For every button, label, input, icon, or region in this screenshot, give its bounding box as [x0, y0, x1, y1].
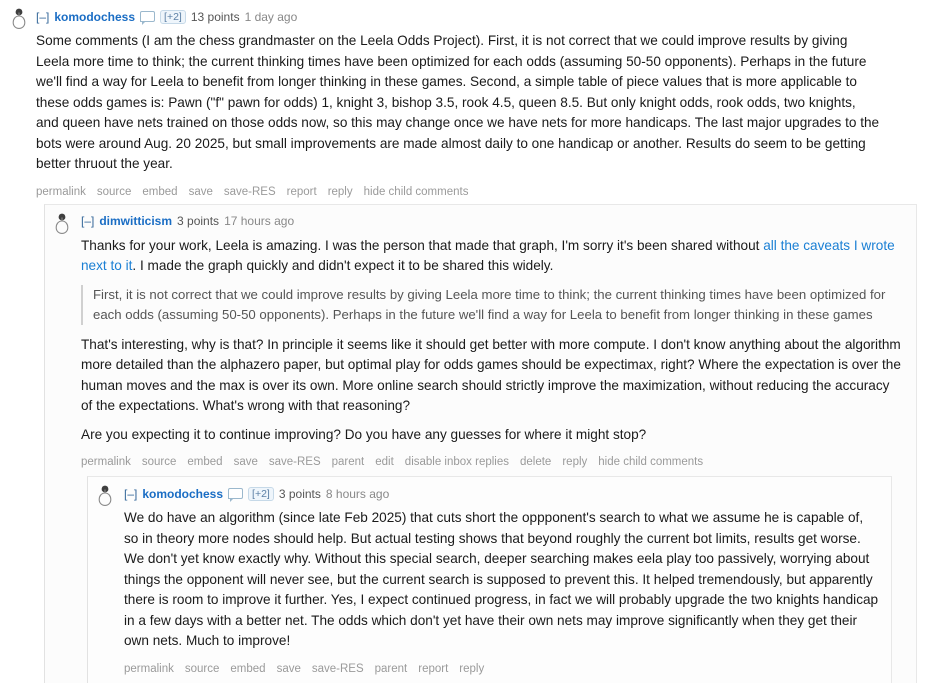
- action-save-res[interactable]: save-RES: [311, 662, 364, 675]
- caveats-link[interactable]: all the caveats I wrote next to it: [81, 237, 895, 273]
- text-before-link: Thanks for your work, Leela is amazing. I was the person that made that graph, I'm sorry it's been shared without: [81, 237, 764, 253]
- action-embed[interactable]: embed: [187, 456, 223, 468]
- action-disable-inbox-replies[interactable]: disable inbox replies: [404, 456, 509, 468]
- action-report[interactable]: report: [286, 185, 317, 198]
- comment-author-link[interactable]: komodochess: [54, 9, 136, 24]
- comment-score: 3 points: [278, 486, 321, 501]
- comment-text: Some comments (I am the chess grandmaster on the Leela Odds Project). First, it is not correct that we could improve results by giving Leela more time to think; the current thinking times have been optimized for each odds (assuming 50-50 opponents). Perhaps in the future we'll find a way for Leela to benefit from longer thinking in these games. Second, a simple table of piece values that is more applicable to these odds games is: Pawn ("f" pawn for odds) 1, knight 3, bishop 3.5, rook 4.5, queen 8.5. But only knight odds, rook odds, two knights, and queen have nets trained on those odds now, so this may change once we have nets for more handicaps. The last major upgrades to the bots were around Aug. 20 2025, but small improvements are made almost daily to one handicap or another. Results do seem to be getting better thruout the year.: [36, 33, 880, 171]
- comment-actions: [36, 183, 927, 200]
- avatar: [10, 8, 28, 30]
- collapse-toggle[interactable]: [–]: [81, 214, 95, 228]
- action-source[interactable]: source: [96, 185, 132, 198]
- action-save-res[interactable]: save-RES: [223, 185, 276, 198]
- action-edit[interactable]: edit: [375, 456, 394, 468]
- action-reply[interactable]: reply: [327, 185, 353, 198]
- action-embed[interactable]: embed: [142, 185, 178, 198]
- action-delete[interactable]: delete: [520, 456, 552, 468]
- comment-tagline: [55, 213, 904, 230]
- award-icon: [140, 11, 155, 22]
- comment-timestamp: 8 hours ago: [325, 486, 390, 501]
- comment-timestamp: 1 day ago: [244, 9, 298, 24]
- text-after-link: . I made the graph quickly and didn't expect it to be shared this widely.: [132, 258, 554, 273]
- comment-reply-level-2: [87, 476, 892, 683]
- action-source[interactable]: source: [141, 456, 177, 468]
- comment-author-link[interactable]: komodochess: [142, 486, 224, 501]
- award-icon: [228, 488, 243, 499]
- comment-body: [10, 31, 927, 200]
- action-save[interactable]: save: [188, 185, 213, 198]
- action-reply[interactable]: reply: [459, 662, 485, 675]
- action-permalink[interactable]: permalink: [124, 662, 174, 675]
- comment-tagline: [98, 485, 879, 502]
- comment-body: [55, 236, 904, 471]
- action-save-res[interactable]: save-RES: [268, 456, 321, 468]
- action-permalink[interactable]: permalink: [36, 185, 86, 198]
- quoted-text: [81, 285, 904, 325]
- comment-timestamp: 17 hours ago: [224, 214, 295, 228]
- action-hide-child-comments[interactable]: hide child comments: [363, 185, 469, 198]
- comment-text-paragraph-2: That's interesting, why is that? In principle it seems like it should get better with more compute. I don't know anything about the algorithm more detailed than the alphazero paper, but optimal play for odds games should be expectimax, right? Where the expectation is over the human moves and the max is over its own. More online search should strictly improve the maximization, without reducing the accuracy of the expectations. What's wrong with that reasoning?: [81, 336, 901, 413]
- action-permalink[interactable]: permalink: [81, 456, 131, 468]
- action-report[interactable]: report: [418, 662, 449, 675]
- comment-tagline: [10, 8, 927, 25]
- action-parent[interactable]: parent: [331, 456, 365, 468]
- score-pill: [+2]: [160, 10, 186, 24]
- comment-score: 3 points: [177, 214, 220, 228]
- action-hide-child-comments[interactable]: hide child comments: [598, 456, 704, 468]
- comment-text-paragraph-3: Are you expecting it to continue improving? Do you have any guesses for where it might stop?: [81, 426, 647, 442]
- action-reply[interactable]: reply: [562, 456, 588, 468]
- action-parent[interactable]: parent: [374, 662, 408, 675]
- comment-score: 13 points: [190, 9, 240, 24]
- comment-actions: [124, 660, 879, 677]
- collapse-toggle[interactable]: [–]: [36, 9, 50, 24]
- collapse-toggle[interactable]: [–]: [124, 486, 138, 501]
- avatar: [53, 213, 71, 235]
- comment-body: [98, 508, 879, 677]
- action-embed[interactable]: embed: [230, 662, 266, 675]
- comment-text: We do have an algorithm (since late Feb 2025) that cuts short the oppponent's search to what we assume he is capable of, so in theory more nodes should help. But actual testing shows that beyond roughly the current bot limits, results get worse. We don't yet know exactly why. Without this special search, deeper searching makes eela play too passively, worrying about things the opponent will never see, but the current search is supposed to prevent this. It helped tremendously, but apparently there is room to improve it further. Yes, I expect continued progress, in fact we will probably upgrade the two knights handicap in a few days with a better net. The odds which don't yet have their own nets may improve significantly when they get their own nets. Much to improve!: [124, 510, 879, 648]
- action-save[interactable]: save: [276, 662, 301, 675]
- avatar: [96, 485, 114, 507]
- score-pill: [+2]: [248, 487, 274, 501]
- quote-paragraph: First, it is not correct that we could improve results by giving Leela more time to think; the current thinking times have been optimized for each odds (assuming 50-50 opponents). Perhaps in the future we'll find a way for Leela to benefit from longer thinking in these games: [93, 286, 886, 322]
- comment-author-link[interactable]: dimwitticism: [99, 214, 173, 228]
- comment-reply-level-1: [44, 204, 917, 683]
- action-save[interactable]: save: [233, 456, 258, 468]
- action-source[interactable]: source: [184, 662, 220, 675]
- comment-actions: [81, 453, 904, 470]
- comment-text-paragraph-1: [81, 236, 904, 277]
